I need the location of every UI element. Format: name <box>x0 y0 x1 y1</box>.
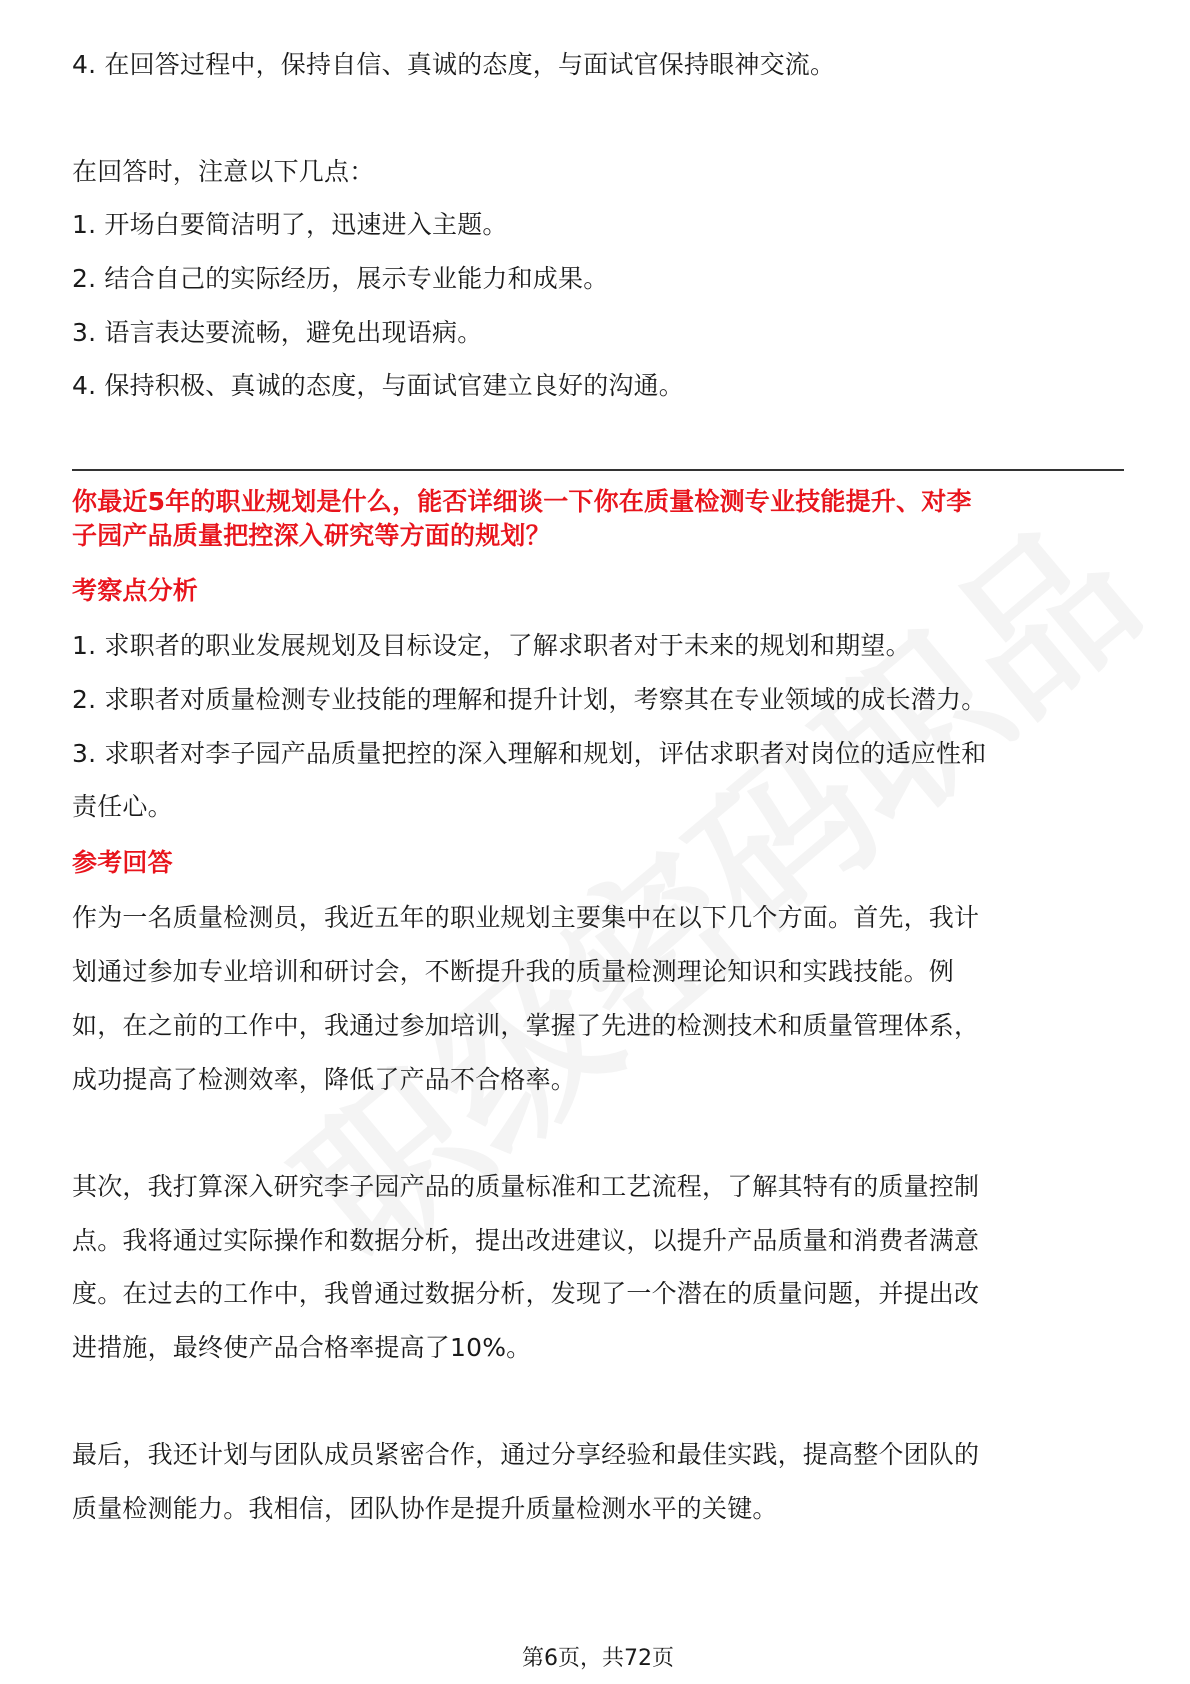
answer-line: 进措施，最终使产品合格率提高了10%。 <box>72 1333 532 1362</box>
answer-line: 作为一名质量检测员，我近五年的职业规划主要集中在以下几个方面。首先，我计 <box>72 903 980 932</box>
answer-line: 划通过参加专业培训和研讨会，不断提升我的质量检测理论知识和实践技能。例 <box>72 957 955 986</box>
answer-line: 其次，我打算深入研究李子园产品的质量标准和工艺流程，了解其特有的质量控制 <box>72 1172 980 1201</box>
list-item: 4. 保持积极、真诚的态度，与面试官建立良好的沟通。 <box>72 371 685 400</box>
question-title-line: 子园产品质量把控深入研究等方面的规划？ <box>72 521 551 550</box>
document-page <box>72 0 1124 1684</box>
answer-line: 成功提高了检测效率，降低了产品不合格率。 <box>72 1065 577 1094</box>
answer-heading: 参考回答 <box>72 848 173 877</box>
answer-line: 点。我将通过实际操作和数据分析，提出改进建议，以提升产品质量和消费者满意 <box>72 1226 980 1255</box>
analysis-line: 2. 求职者对质量检测专业技能的理解和提升计划，考察其在专业领域的成长潜力。 <box>72 685 987 714</box>
list-item: 3. 语言表达要流畅，避免出现语病。 <box>72 318 483 347</box>
answer-line: 最后，我还计划与团队成员紧密合作，通过分享经验和最佳实践，提高整个团队的 <box>72 1440 980 1469</box>
analysis-line: 3. 求职者对李子园产品质量把控的深入理解和规划，评估求职者对岗位的适应性和 <box>72 739 987 768</box>
section-divider <box>72 469 1124 471</box>
list-item: 1. 开场白要简洁明了，迅速进入主题。 <box>72 210 508 239</box>
question-title-line: 你最近5年的职业规划是什么，能否详细谈一下你在质量检测专业技能提升、对李 <box>72 487 972 516</box>
analysis-heading: 考察点分析 <box>72 576 199 605</box>
analysis-line: 1. 求职者的职业发展规划及目标设定，了解求职者对于未来的规划和期望。 <box>72 631 911 660</box>
answer-line: 度。在过去的工作中，我曾通过数据分析，发现了一个潜在的质量问题，并提出改 <box>72 1279 980 1308</box>
answer-line: 如，在之前的工作中，我通过参加培训，掌握了先进的检测技术和质量管理体系， <box>72 1011 980 1040</box>
list-item: 2. 结合自己的实际经历，展示专业能力和成果。 <box>72 264 609 293</box>
analysis-line: 责任心。 <box>72 792 173 821</box>
list-item: 4. 在回答过程中，保持自信、真诚的态度，与面试官保持眼神交流。 <box>72 50 836 79</box>
page-number: 第6页，共72页 <box>522 1646 674 1671</box>
answer-line: 质量检测能力。我相信，团队协作是提升质量检测水平的关键。 <box>72 1494 778 1523</box>
notes-heading: 在回答时，注意以下几点： <box>72 157 375 186</box>
